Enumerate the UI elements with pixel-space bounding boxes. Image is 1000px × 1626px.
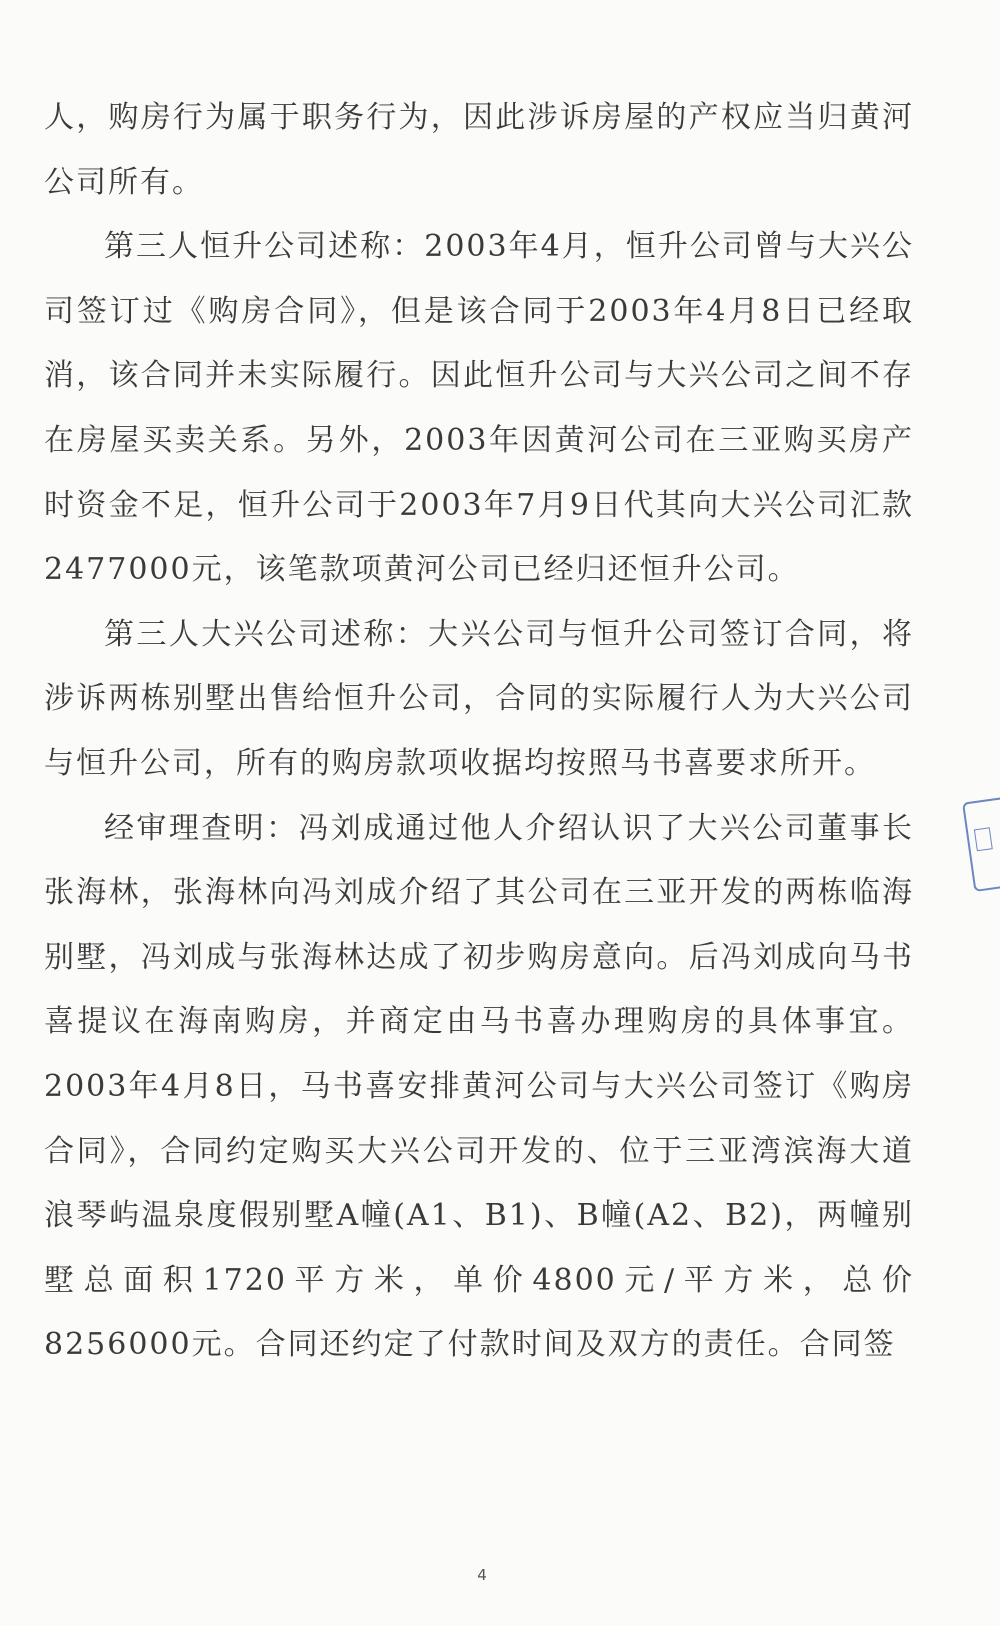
paragraph-continuation: 人，购房行为属于职务行为，因此涉诉房屋的产权应当归黄河公司所有。 — [44, 100, 914, 200]
page-number: 4 — [477, 1566, 487, 1584]
seal-stamp-fragment — [962, 794, 1000, 892]
paragraph-findings: 经审理查明：冯刘成通过他人介绍认识了大兴公司董事长张海林，张海林向冯刘成介绍了其公司在三亚开发的两栋临海别墅，冯刘成与张海林达成了初步购房意向。后冯刘成向马书喜提议在海南购房，并商定由马书喜办理购房的具体事宜。2003年4月8日，马书喜安排黄河公司与大兴公司签订《购房合同》，合同约定购买大兴公司开发的、位于三亚湾滨海大道浪琴屿温泉度假别墅A幢(A1、B1)、B幢(A2、B2)，两幢别墅总面积1720平方米，单价4800元/平方米，总价8256000元。合同还约定了付款时间及双方的责任。合同签 — [44, 810, 914, 1363]
paragraph-hengsheng-statement: 第三人恒升公司述称：2003年4月，恒升公司曾与大兴公司签订过《购房合同》，但是该合同于2003年4月8日已经取消，该合同并未实际履行。因此恒升公司与大兴公司之间不存在房屋买卖关系。另外，2003年因黄河公司在三亚购买房产时资金不足，恒升公司于2003年7月9日代其向大兴公司汇款2477000元，该笔款项黄河公司已经归还恒升公司。 — [44, 229, 914, 588]
paragraph-daxing-statement: 第三人大兴公司述称：大兴公司与恒升公司签订合同，将涉诉两栋别墅出售给恒升公司，合同的实际履行人为大兴公司与恒升公司，所有的购房款项收据均按照马书喜要求所开。 — [44, 616, 914, 781]
document-body — [44, 86, 914, 1378]
